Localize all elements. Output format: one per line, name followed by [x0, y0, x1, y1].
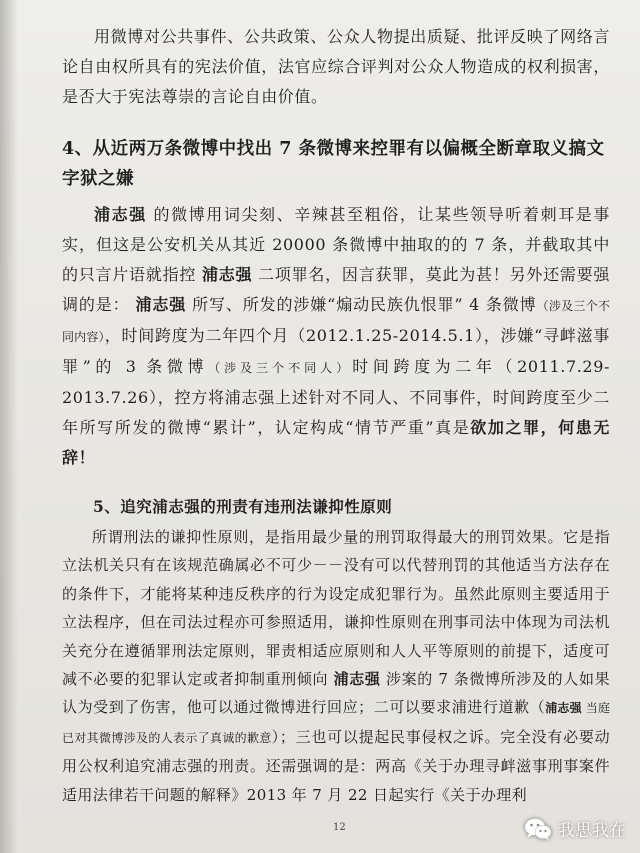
- intro-paragraph: 用微博对公共事件、公共政策、公众人物提出质疑、批评反映了网络言论自由权所具有的宪法价值，法官应综合评判对公众人物造成的权利损害，是否大于宪法尊崇的言论自由价值。: [62, 27, 610, 106]
- section5-text-2: 涉案的 7 条微博所涉及的人如果认为受到了伤害，他可以通过微博进行回应；二可以要求浦进行道歉（: [62, 670, 610, 717]
- note-name-pu-zhiqiang: 浦志强: [545, 701, 582, 716]
- section5-paragraph: [62, 523, 610, 809]
- name-pu-zhiqiang: 浦志强: [201, 265, 253, 284]
- section4-note-1: （涉及三个不同内容）: [62, 299, 610, 344]
- section4-note-2: （涉及三个不同人）: [208, 361, 353, 375]
- watermark-text: 我思我在: [558, 821, 626, 841]
- section4-text-4: ，时间跨度为二年四个月（2012.1.25-2014.5.1），涉嫌“寻衅滋事罪”的 3 条微博: [62, 326, 610, 376]
- section5-note: 当庭已对其微博涉及的人表示了真诚的歉意: [62, 701, 610, 745]
- section4-heading: 4、从近两万条微博中找出 7 条微博来控罪有以偏概全断章取义搞文字狱之嫌: [62, 139, 605, 189]
- section4-text-5: 时间跨度为二年（2011.7.29-2013.7.26），控方将浦志强上述针对不同人、不同事件，时间跨度至少二年所写所发的微博“累计”，认定构成“情节严重”真是: [62, 357, 610, 437]
- section4-text-2: 二项罪名，因言获罪，莫此为甚！另外还需要强调的是：: [62, 265, 610, 314]
- page-number: 12: [333, 822, 346, 833]
- name-pu-zhiqiang: 浦志强: [333, 670, 381, 689]
- section4-text-1: 的微博用词尖刻、辛辣甚至粗俗，让某些领导听着刺耳是事实，但这是公安机关从其近 20000 条微博中抽取的的 7 条，并截取其中的只言片语就指控: [62, 205, 610, 284]
- watermark: [524, 816, 626, 841]
- section5-text-1: 所谓刑法的谦抑性原则，是指用最少量的刑罚取得最大的刑罚效果。它是指立法机关只有在该规范确属必不可少－－没有可以代替刑罚的其他适当方法存在的条件下，才能将某种违反秩序的行为设定成犯罪行为。虽然此原则主要适用于立法程序，但在司法过程亦可参照适用，谦抑性原则在刑事司法中体现为司法机关充分在遵循罪刑法定原则，罪责相适应原则和人人平等原则的前提下，适度可减不必要的犯罪认定或者抑制重刑倾向: [62, 528, 610, 689]
- section4-text-3: 所写、所发的涉嫌“煽动民族仇恨罪” 4 条微博: [186, 295, 537, 314]
- name-pu-zhiqiang: 浦志强: [135, 295, 187, 314]
- section4-emphasis: 欲加之罪，何患无辞！: [62, 418, 610, 467]
- section5-text-3: ）；三也可以提起民事侵权之诉。完全没有必要动用公权利追究浦志强的刑责。还需强调的是：两高《关于办理寻衅滋事刑事案件适用法律若干问题的解释》2013 年 7 月 22 日起实行《关于办理利: [62, 727, 610, 804]
- name-pu-zhiqiang: 浦志强: [94, 205, 147, 224]
- section5-heading: 5、追究浦志强的刑责有违刑法谦抑性原则: [93, 497, 393, 516]
- section4-paragraph: [62, 200, 610, 473]
- wechat-icon: [524, 817, 552, 841]
